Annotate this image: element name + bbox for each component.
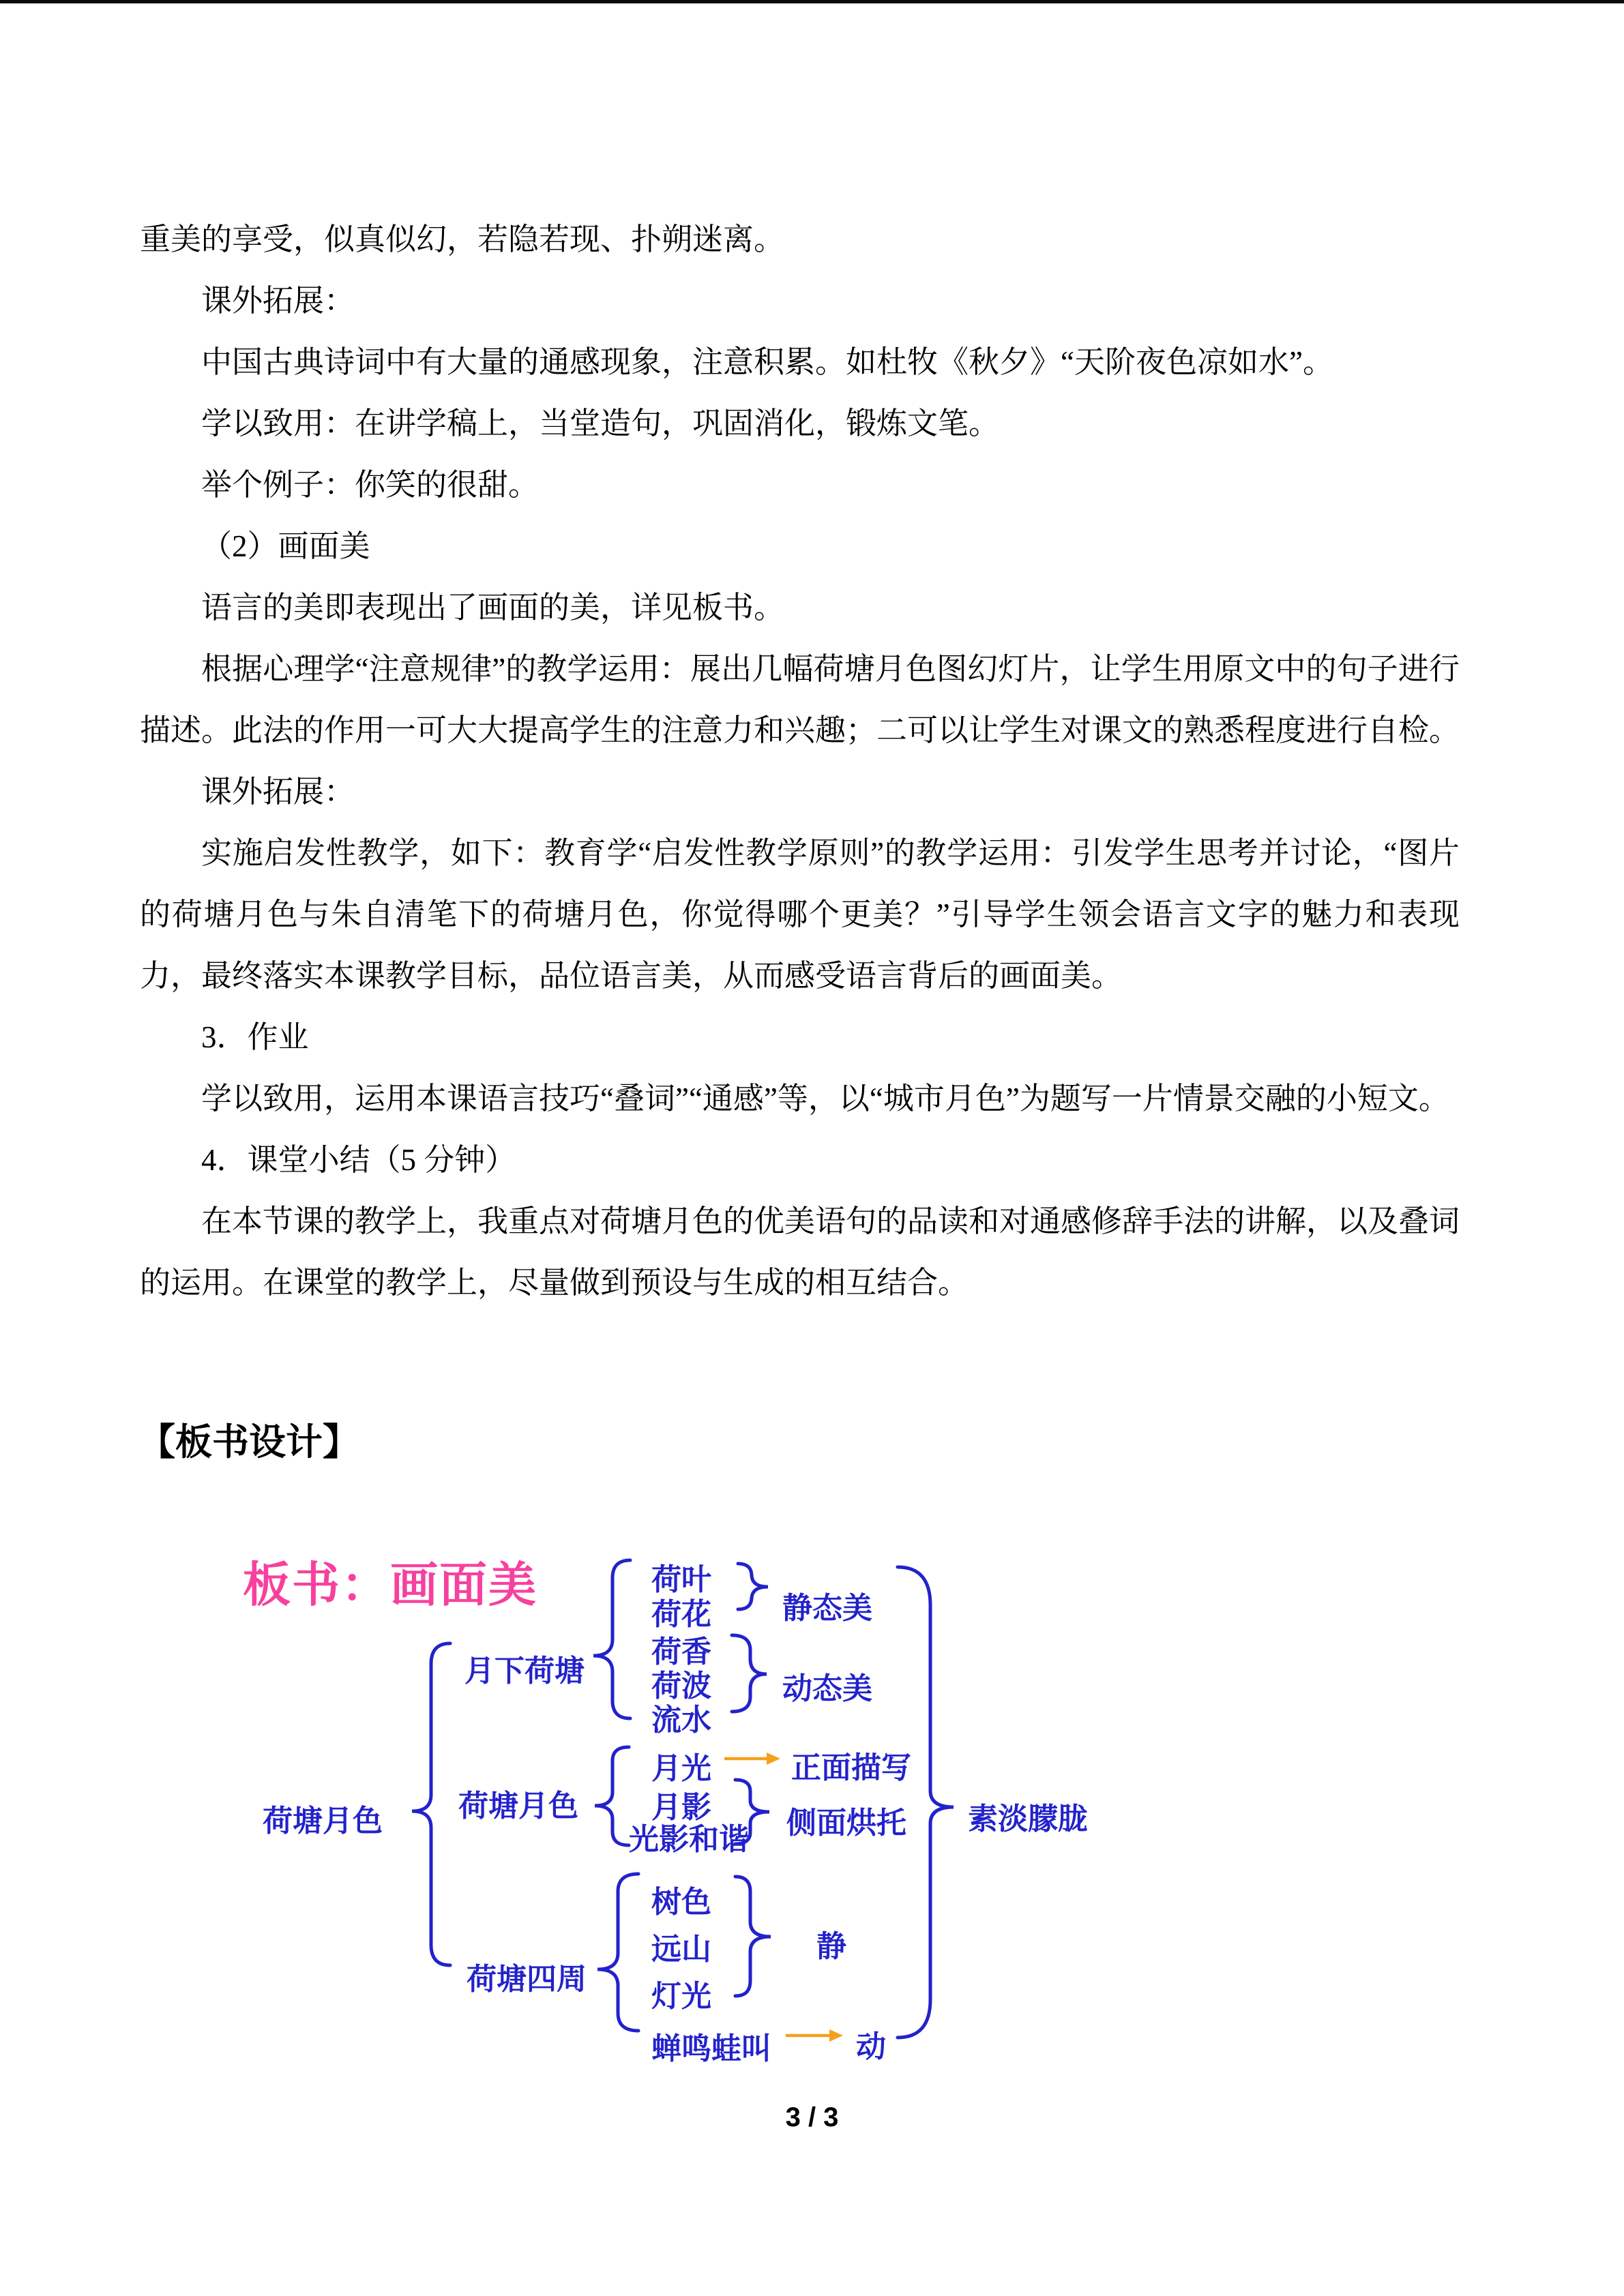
brace-overall — [898, 1567, 954, 2038]
node-jingtaimei: 静态美 — [782, 1592, 872, 1625]
node-yuanshan: 远山 — [651, 1933, 711, 1966]
node-yueguang: 月光 — [651, 1752, 711, 1785]
paragraph: 中国古典诗词中有大量的通感现象，注意积累。如杜牧《秋夕》“天阶夜色凉如水”。 — [201, 345, 1333, 379]
node-sudan: 素淡朦胧 — [968, 1802, 1088, 1836]
board-design-heading: 【板书设计】 — [138, 1422, 359, 1463]
node-yuese: 荷塘月色 — [458, 1789, 578, 1823]
paragraph: 重美的享受，似真似幻，若隐若现、扑朔迷离。 — [140, 222, 785, 256]
arrow-yueguang-zhengmian — [724, 1753, 780, 1765]
paragraph: 课外拓展： — [201, 775, 355, 809]
node-chanming: 蝉鸣蛙叫 — [651, 2032, 771, 2066]
paragraph: 在本节课的教学上，我重点对荷塘月色的优美语句的品读和对通感修辞手法的讲解，以及叠词的运用。在课堂的教学上，尽量做到预设与生成的相互结合。 — [140, 1204, 1460, 1300]
paragraph: 4．课堂小结（5 分钟） — [201, 1143, 516, 1177]
node-heye: 荷叶 — [651, 1563, 711, 1596]
arrow-chanming-dong — [786, 2029, 843, 2042]
node-hehua: 荷花 — [651, 1598, 711, 1631]
brace-cemian — [735, 1780, 769, 1844]
paragraph: 学以致用：在讲学稿上，当堂造句，巩固消化，锻炼文笔。 — [201, 406, 1000, 441]
node-liushui: 流水 — [651, 1703, 711, 1737]
brace-root — [412, 1643, 450, 1965]
diagram-title: 板书：画面美 — [243, 1558, 537, 1611]
paragraph: 3．作业 — [201, 1020, 309, 1054]
node-dong: 动 — [856, 2030, 886, 2063]
node-yueying: 月影 — [651, 1791, 711, 1824]
paragraph: 语言的美即表现出了画面的美，详见板书。 — [201, 591, 785, 625]
node-root: 荷塘月色 — [263, 1804, 383, 1838]
page-number: 3 / 3 — [785, 2102, 839, 2132]
node-jing: 静 — [816, 1930, 846, 1963]
paragraph: 学以致用，运用本课语言技巧“叠词”“通感”等，以“城市月色”为题写一片情景交融的小短文。 — [201, 1082, 1449, 1116]
body-text — [140, 209, 1460, 1313]
node-shuse: 树色 — [651, 1885, 711, 1919]
node-cemian: 侧面烘托 — [786, 1806, 906, 1840]
node-hexiang: 荷香 — [651, 1635, 711, 1669]
node-hebo: 荷波 — [651, 1669, 711, 1703]
page-top-border — [0, 0, 1624, 3]
brace-yuese — [595, 1747, 629, 1845]
brace-jingtaimei — [738, 1564, 768, 1609]
brace-yuexia — [593, 1560, 630, 1718]
paragraph: 根据心理学“注意规律”的教学运用：展出几幅荷塘月色图幻灯片，让学生用原文中的句子进行描述。此法的作用一可大大提高学生的注意力和兴趣；二可以让学生对课文的熟悉程度进行自检。 — [140, 652, 1460, 747]
paragraph: （2）画面美 — [201, 529, 370, 563]
node-guangying: 光影和谐 — [629, 1823, 749, 1856]
paragraph: 举个例子：你笑的很甜。 — [201, 468, 540, 502]
paragraph: 实施启发性教学，如下：教育学“启发性教学原则”的教学运用：引发学生思考并讨论，“图片的荷塘月色与朱自清笔下的荷塘月色，你觉得哪个更美？”引导学生领会语言文字的魅力和表现力，最终落实本课教学目标，品位语言美，从而感受语言背后的画面美。 — [140, 836, 1460, 993]
node-sizhou: 荷塘四周 — [467, 1963, 587, 1996]
node-dengguang: 灯光 — [651, 1980, 711, 2013]
paragraph: 课外拓展： — [201, 284, 355, 318]
brace-sizhou — [597, 1874, 638, 2031]
node-zhengmian: 正面描写 — [791, 1751, 911, 1785]
node-dongtaimei: 动态美 — [782, 1672, 872, 1705]
brace-jing — [735, 1877, 771, 1996]
brace-dongtaimei — [732, 1635, 767, 1712]
node-yuexia: 月下荷塘 — [464, 1654, 585, 1688]
